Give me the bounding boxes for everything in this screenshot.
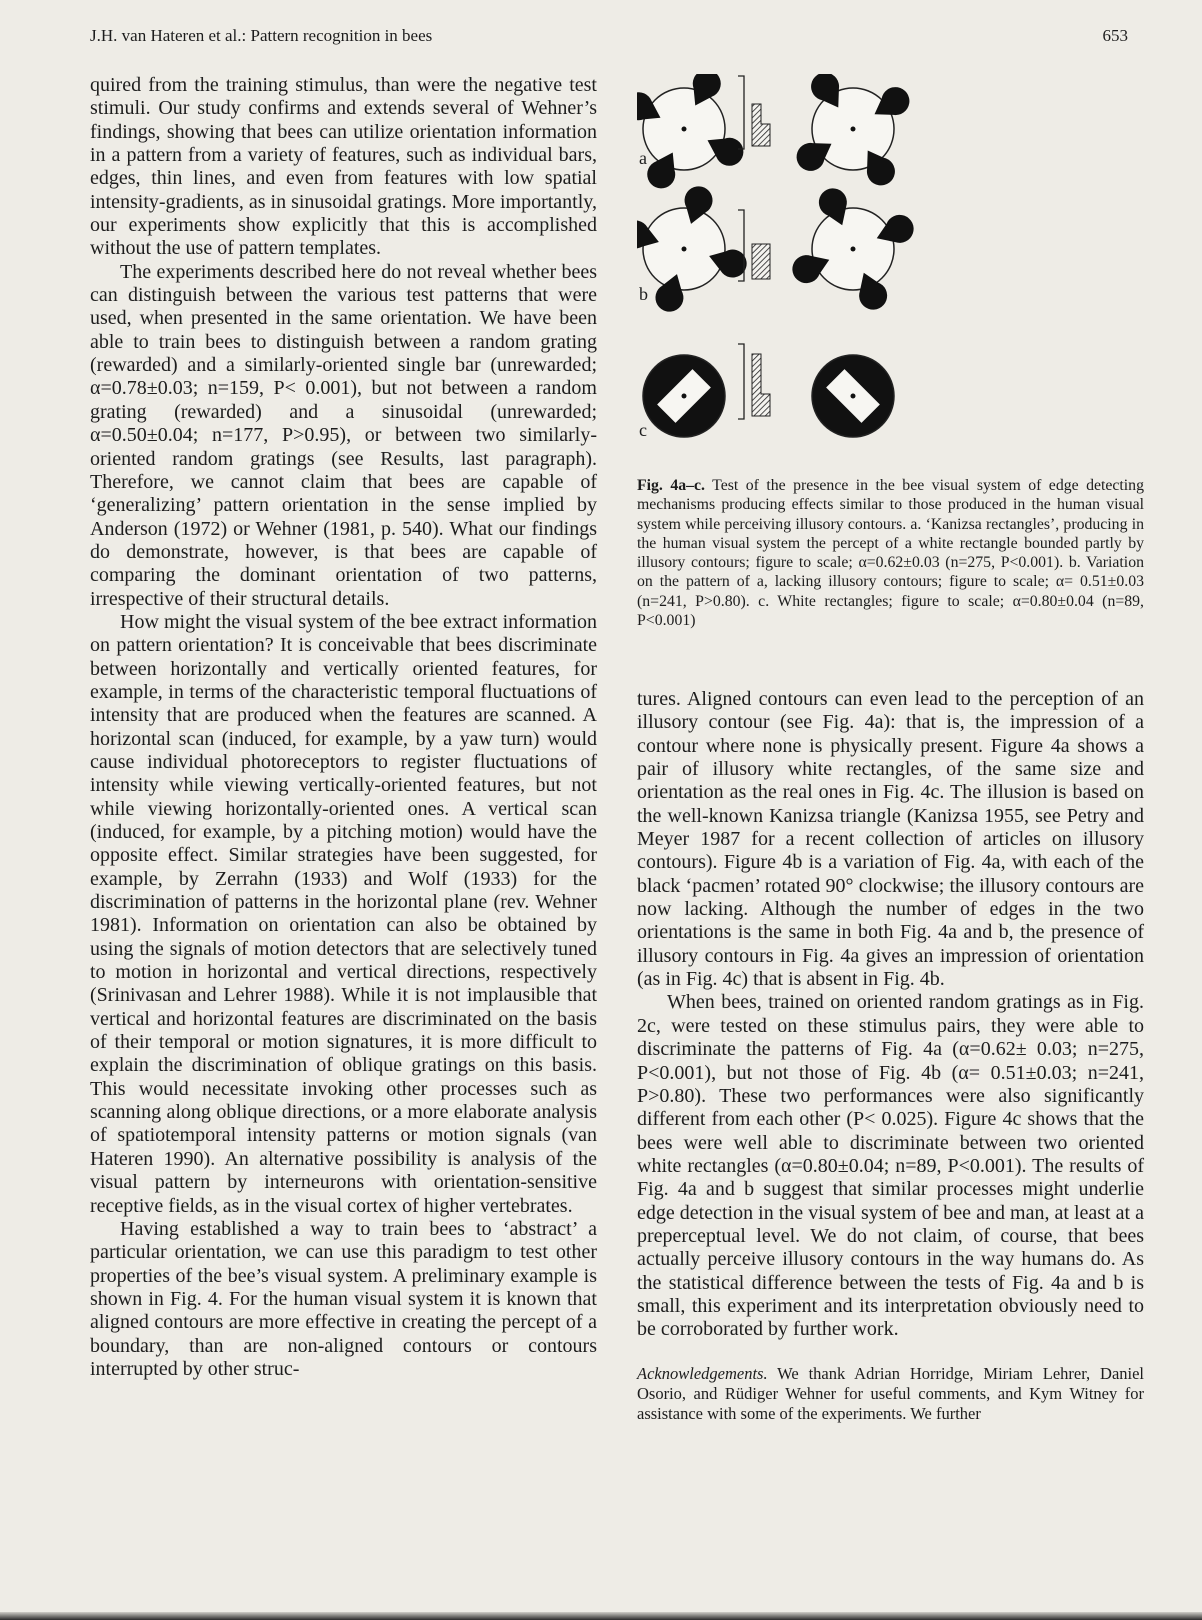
paragraph: When bees, trained on oriented random gratings as in Fig. 2c, were tested on these stimulus pairs, they were able to discriminate the patterns of Fig. 4a (α=0.62± 0.03; n=275, P<0.001), but not those of Fig. 4b (α= 0.51±0.03; n=241, P>0.80). These two performances were also significantly different from each other (P< 0.025). Figure 4c shows that the bees were well able to discriminate between two oriented white rectangles (α=0.80±0.04; n=89, P<0.001). The results of Fig. 4a and b suggest that similar processes might underlie edge detection in the visual system of bee and man, at least at a preperceptual level. We do not claim, of course, that bees actually perceive illusory contours in the way humans do. As the statistical difference between the tests of Fig. 4a and b is small, this experiment and its interpretation obviously need to be corroborated by further work. [637,991,1144,1341]
paragraph: quired from the training stimulus, than were the negative test stimuli. Our study confirms and extends several of Wehner’s findings, showing that bees can utilize orientation information in a pattern from a variety of features, such as individual bars, edges, thin lines, and even from features with low spatial intensity-gradients, as in sinusoidal gratings. More importantly, our experiments show explicitly that this is accomplished without the use of pattern templates. [90,74,597,260]
panel-a-left-stimulus [637,74,749,194]
panel-label-b: b [639,284,648,304]
panel-c-left-stimulus [643,355,725,437]
page-bottom-edge [0,1612,1202,1620]
panel-b-right-stimulus [788,184,917,313]
paragraph: Having established a way to train bees to ‘abstract’ a particular orientation, we can use this paradigm to test other properties of the bee’s visual system. A preliminary example is shown in Fig. 4. For the human visual system it is known that aligned contours are more effective in creating the percept of a boundary, than are non-aligned contours or contours interrupted by other struc- [90,1217,597,1380]
figure-4-stimuli [637,74,1147,474]
panel-a-scale-bracket [738,76,770,149]
panel-label-c: c [639,420,647,440]
paragraph: The experiments described here do not reveal whether bees can distinguish between the various test patterns that were used, when presented in the same orientation. We have been able to train bees to distinguish between a random grating (rewarded) and a similarly-oriented single bar (unrewarded; α=0.78±0.03; n=159, P< 0.001), but not between a random grating (rewarded) and a sinusoidal (unrewarded; α=0.50±0.04; n=177, P>0.95), or between two similarly-oriented random gratings (see Results, last paragraph). Therefore, we cannot claim that bees are capable of ‘generalizing’ pattern orientation in the sense implied by Anderson (1972) or Wehner (1981, p. 540). What our findings do demonstrate, however, is that bees are capable of comparing the dominant orientation of two patterns, irrespective of their structural details. [90,260,597,610]
acknowledgements [637,1364,1144,1424]
page-number: 653 [1102,26,1128,45]
panel-b-left-stimulus [637,182,751,315]
running-title: J.H. van Hateren et al.: Pattern recognition in bees [90,26,433,45]
caption-text: Test of the presence in the bee visual system of edge detecting mechanisms producing effects similar to those produced in the human visual system while perceiving illusory contours. a. ‘Kanizsa rectangles’, producing in the human visual system the percept of a white rectangle bounded partly by illusory contours; figure to scale; α=0.62±0.03 (n=275, P<0.001). b. Variation on the pattern of a, lacking illusory contours; figure to scale; α= 0.51±0.03 (n=241, P>0.80). c. White rectangles; figure to scale; α=0.80±0.04 (n=89, P<0.001) [637,477,1144,630]
acknowledgements-text: We thank Adrian Horridge, Miriam Lehrer, Daniel Osorio, and Rüdiger Wehner for useful comments, and Kym Witney for assistance with some of the experiments. We further [637,1363,1145,1423]
figure-caption [637,476,1144,630]
acknowledgements-label: Acknowledgements. [637,1363,768,1383]
paragraph: How might the visual system of the bee extract information on pattern orientation? It is conceivable that bees discriminate between horizontally and vertically oriented features, for example, in terms of the characteristic temporal fluctuations of intensity that are produced when the features are scanned. A horizontal scan (induced, for example, by a yaw turn) would cause individual photoreceptors to register fluctuations of intensity while viewing vertically-oriented features, but not while viewing horizontally-oriented ones. A vertical scan (induced, for example, by a pitching motion) would have the opposite effect. Similar strategies have been suggested, for example, by Zerrahn (1933) and Wolf (1933) for the discrimination of patterns in the horizontal plane (rev. Wehner 1981). Information on orientation can also be obtained by using the signals of motion detectors that are selectively tuned to motion in horizontal and vertical directions, respectively (Srinivasan and Lehrer 1988). While it is not implausible that vertical and horizontal features are discriminated on the basis of their temporal or motion signatures, it is more difficult to explain the discrimination of oblique gratings on this basis. This would necessitate invoking other processes such as scanning along oblique directions, or a more elaborate analysis of spatiotemporal intensity patterns or motion signals (van Hateren 1990). An alternative possibility is analysis of the visual pattern by interneurons with orientation-sensitive receptive fields, as in the visual cortex of higher vertebrates. [90,610,597,1217]
caption-label: Fig. 4a–c. [637,477,705,494]
right-column [637,688,1144,1424]
panel-c-scale-bracket [738,344,770,419]
running-head [90,26,1128,46]
panel-a-right-stimulus [791,74,914,191]
paragraph: tures. Aligned contours can even lead to the perception of an illusory contour (see Fig. 4a): that is, the impression of a contour where none is physically present. Figure 4a shows a pair of illusory white rectangles, of the same size and orientation as the real ones in Fig. 4c. The illusion is based on the well-known Kanizsa triangle (Kanizsa 1955, see Petry and Meyer 1987 for a recent collection of articles on illusory contours). Figure 4b is a variation of Fig. 4a, with each of the black ‘pacmen’ rotated 90° clockwise; the illusory contours are now lacking. Although the number of edges in the two orientations is the same in both Fig. 4a and b, the presence of illusory contours in Fig. 4a gives an impression of orientation (as in Fig. 4c) that is absent in Fig. 4b. [637,688,1144,991]
panel-label-a: a [639,148,647,168]
left-column [90,74,597,1381]
panel-c-right-stimulus [812,355,894,437]
